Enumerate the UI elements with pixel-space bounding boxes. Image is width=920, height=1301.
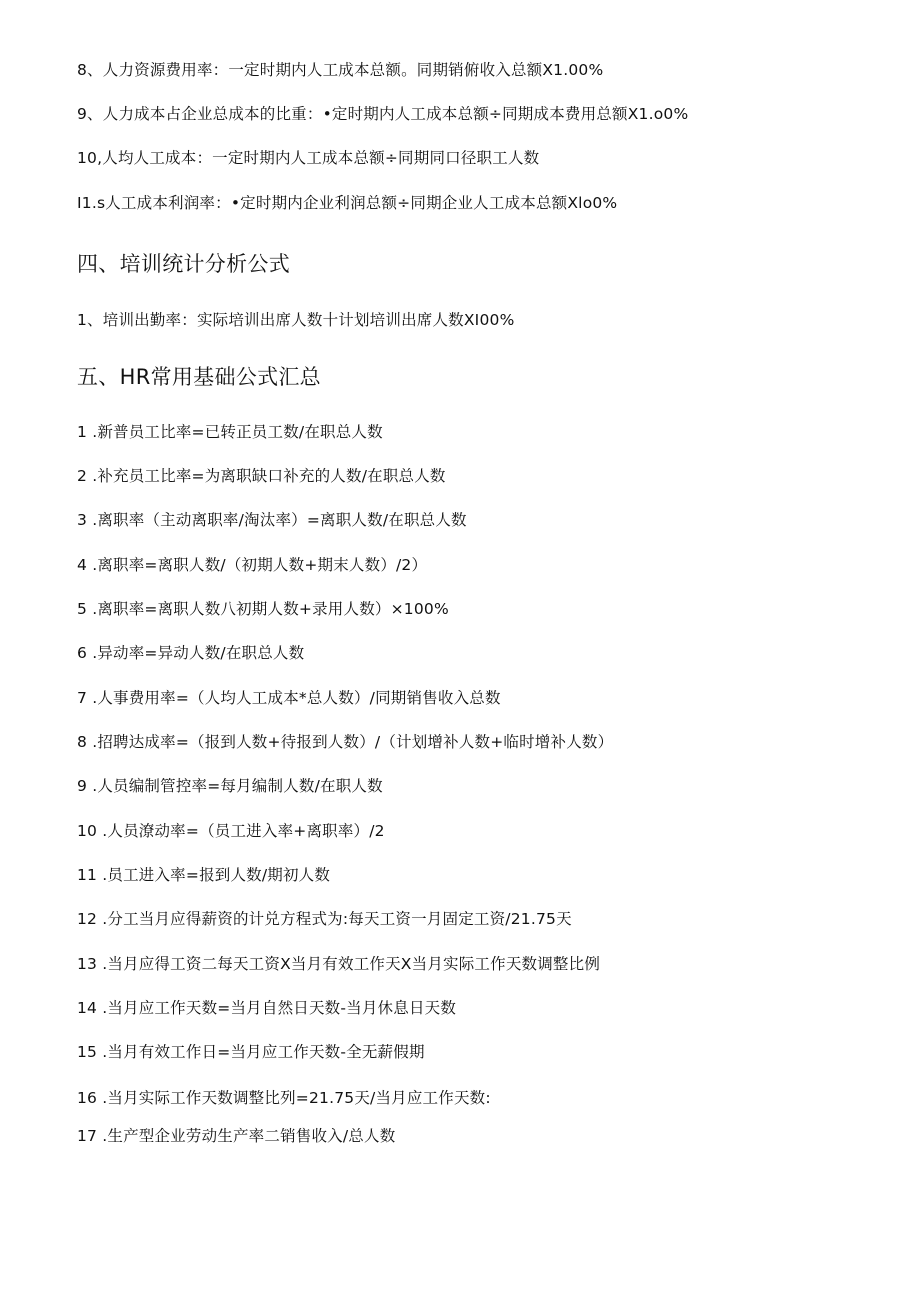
formula-line: 17 .生产型企业劳动生产率二销售收入/总人数 [77, 1127, 396, 1145]
formula-line-hr-expense-rate: 8、人力资源费用率：一定时期内人工成本总额。同期销俯收入总额X1.00% [77, 61, 604, 79]
formula-line: 14 .当月应工作天数=当月自然日天数-当月休息日天数 [77, 999, 457, 1017]
formula-line: 9 .人员编制管控率=每月编制人数/在职人数 [77, 777, 383, 795]
formula-line: 11 .员工进入率=报到人数/期初人数 [77, 866, 331, 884]
formula-line: 6 .异动率=异动人数/在职总人数 [77, 644, 305, 662]
section-heading-hr-basics: 五、HR常用基础公式汇总 [77, 365, 321, 389]
formula-line: 12 .分工当月应得薪资的计兑方程式为:每天工资一月固定工资/21.75天 [77, 910, 572, 928]
formula-line: 7 .人事费用率=（人均人工成本*总人数）/同期销售收入总数 [77, 689, 501, 707]
formula-line-per-capita-labor-cost: 10,人均人工成本：一定时期内人工成本总额÷同期同口径职工人数 [77, 149, 540, 167]
formula-line: 16 .当月实际工作天数调整比列=21.75天/当月应工作天数: [77, 1089, 491, 1107]
formula-line-labor-cost-profit-rate: I1.s人工成本利润率：•定时期内企业利润总额÷同期企业人工成本总额Xlo0% [77, 194, 618, 212]
formula-line: 8 .招聘达成率=（报到人数+待报到人数）/（计划增补人数+临时增补人数） [77, 733, 614, 751]
section-heading-training: 四、培训统计分析公式 [77, 252, 290, 276]
formula-line: 13 .当月应得工资二每天工资X当月有效工作天X当月实际工作天数调整比例 [77, 955, 601, 973]
formula-line: 3 .离职率（主动离职率/淘汰率）=离职人数/在职总人数 [77, 511, 467, 529]
formula-line: 5 .离职率=离职人数八初期人数+录用人数）×100% [77, 600, 449, 618]
formula-line: 15 .当月有效工作日=当月应工作天数-全无薪假期 [77, 1043, 425, 1061]
formula-line-training-attendance: 1、培训出勤率：实际培训出席人数十计划培训出席人数XI00% [77, 311, 515, 329]
formula-line: 10 .人员潦动率=（员工进入率+离职率）/2 [77, 822, 385, 840]
formula-line: 4 .离职率=离职人数/（初期人数+期末人数）/2） [77, 556, 428, 574]
formula-line: 2 .补充员工比率=为离职缺口补充的人数/在职总人数 [77, 467, 446, 485]
formula-line: 1 .新普员工比率=已转正员工数/在职总人数 [77, 423, 383, 441]
formula-line-labor-cost-share: 9、人力成本占企业总成本的比重：•定时期内人工成本总额÷同期成本费用总额X1.o0% [77, 105, 689, 123]
